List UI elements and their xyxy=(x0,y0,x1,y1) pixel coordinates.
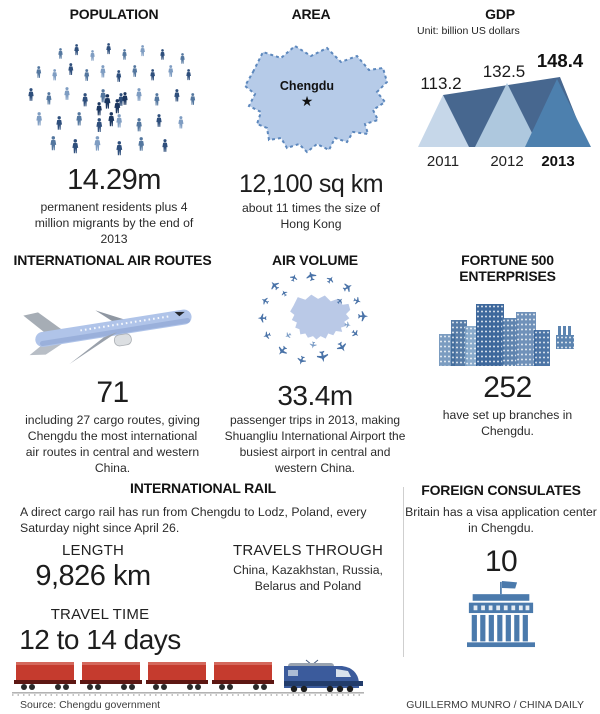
sichuan-map xyxy=(231,38,391,160)
rail-intro: A direct cargo rail has run from Chengdu to Lodz, Poland, every Saturday night since April 26. xyxy=(20,505,367,536)
rail-length-label: LENGTH xyxy=(61,542,125,559)
byline-credit: GUILLERMO MUNRO / CHINA DAILY xyxy=(406,699,584,711)
rail-length-value: 9,826 km xyxy=(35,560,151,592)
rail-travels-value: China, Kazakhstan, Russia, Belarus and Poland xyxy=(233,563,383,594)
fortune-500-title: FORTUNE 500 ENTERPRISES xyxy=(459,252,556,285)
population-title: POPULATION xyxy=(69,6,159,22)
map-city-label: Chengdu xyxy=(279,79,335,94)
rail-title: INTERNATIONAL RAIL xyxy=(130,480,276,496)
gdp-year-2013: 2013 xyxy=(541,153,575,171)
buildings-icon xyxy=(439,294,577,366)
population-desc: permanent residents plus 4 million migrants by the end of 2013 xyxy=(34,199,194,246)
fortune-500-desc: have set up branches in Chengdu. xyxy=(442,407,573,438)
section-air-volume xyxy=(222,252,408,477)
rail-time-block xyxy=(18,606,182,654)
population-value: 14.29m xyxy=(67,164,161,197)
source-credit: Source: Chengdu government xyxy=(20,699,161,711)
consulates-title: FOREIGN CONSULATES xyxy=(421,482,581,498)
section-area xyxy=(228,6,394,233)
consulates-value: 10 xyxy=(484,545,518,579)
consulates-desc: Britain has a visa application center in Chengdu. xyxy=(405,505,597,536)
section-population xyxy=(8,6,220,247)
rail-length-block xyxy=(18,542,168,591)
star-icon: ★ xyxy=(300,93,314,110)
air-volume-desc: passenger trips in 2013, making Shuangliu International Airport the busiest airport in central and western China. xyxy=(224,413,406,475)
gdp-value-2011: 113.2 xyxy=(420,74,462,94)
rail-time-label: TRAVEL TIME xyxy=(50,606,150,623)
gdp-chart xyxy=(405,47,595,173)
section-consulates xyxy=(405,482,597,653)
air-routes-desc: including 27 cargo routes, giving Chengdu the most international air routes in central and western China. xyxy=(25,412,200,475)
air-routes-title: INTERNATIONAL AIR ROUTES xyxy=(13,252,212,268)
air-volume-title: AIR VOLUME xyxy=(272,252,358,268)
rail-travels-label: TRAVELS THROUGH xyxy=(233,542,383,559)
gdp-title: GDP xyxy=(485,6,515,22)
section-gdp xyxy=(405,6,595,178)
consulate-building-icon xyxy=(461,580,541,648)
airplane-icon xyxy=(15,292,210,364)
rail-time-value: 12 to 14 days xyxy=(19,624,181,655)
section-fortune-500 xyxy=(420,252,595,439)
planes-swirl-icon xyxy=(253,272,377,372)
gdp-unit-label: Unit: billion US dollars xyxy=(417,25,520,38)
section-rail xyxy=(10,480,396,700)
rail-consulates-divider xyxy=(403,487,404,657)
section-air-routes xyxy=(5,252,220,476)
fortune-500-value: 252 xyxy=(483,371,532,405)
train-icon xyxy=(12,656,364,696)
area-title: AREA xyxy=(291,6,331,22)
gdp-value-2012: 132.5 xyxy=(482,62,526,82)
rail-travels-block xyxy=(220,542,396,594)
area-desc: about 11 times the size of Hong Kong xyxy=(242,201,380,232)
gdp-value-2013: 148.4 xyxy=(536,50,584,72)
gdp-year-2012: 2012 xyxy=(490,153,524,171)
gdp-year-2011: 2011 xyxy=(426,153,460,171)
air-volume-value: 33.4m xyxy=(277,380,353,412)
air-routes-value: 71 xyxy=(96,376,129,410)
crowd-icon xyxy=(22,42,206,158)
area-value: 12,100 sq km xyxy=(238,170,384,199)
